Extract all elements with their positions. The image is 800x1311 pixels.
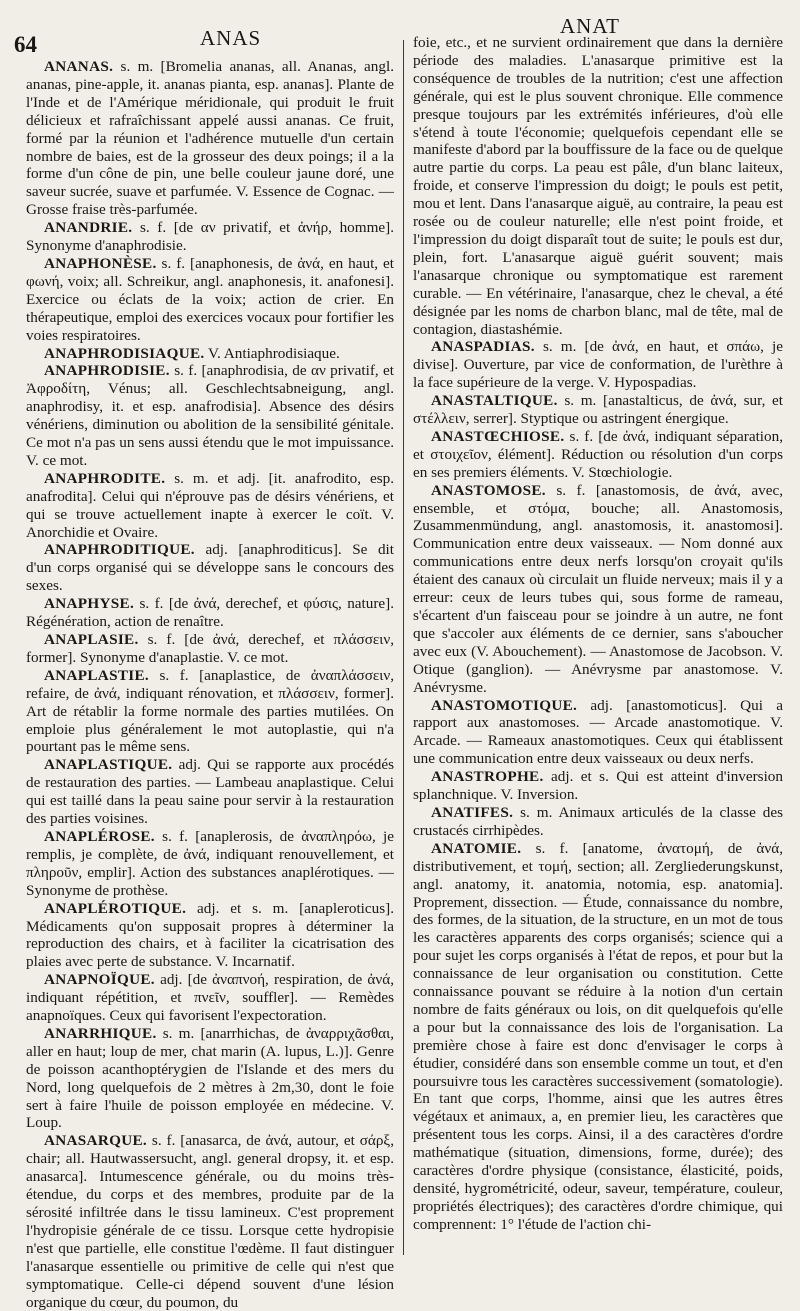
entry-definition: s. f. [anasarca, de ἀνά, autour, et σάρξ, chair; all. Hautwassersucht, angl. general dropsy, it. et esp. anasarca]. Intumescence générale, ou du moins très-étendue, du corps et des membres, produite par de la sérosité infiltrée dans le tissu lamineux. C'est proprement l'hydropisie générale de ce tissu. Lorsque cette hydropisie n'est que partielle, elle constitue l'œdème. Il faut distinguer l'anasarque essentielle ou primitive de celle qui n'est que symptomatique. Celle-ci dépend souvent d'une lésion organique du cœur, du poumon, du (26, 1132, 395, 1311)
entry-definition: s. f. [anatome, ἀνατομή, de ἀνά, distributivement, et τομή, section; all. Zergliederungskunst, angl. anatomy, it. anatomia, notomia, esp. anatomia]. Proprement, dissection. — Étude, connaissance du nombre, des formes, de la situation, de la structure, en un mot de tous les caractères apparents des corps organisés; science qui a pour sujet les corps organisés à l'état de repos, et pour but la connaissance de leur organisation ou constitution. Cette connaissance pouvant se réduire à la notion d'un certain nombre de faits généraux ou lois, on dit quelquefois qu'elle a pour but la connaissance des lois de l'organisation. La première chose à faire est donc d'envisager le corps à étudier, considéré dans son ensemble comme un tout, et d'en poursuivre tous les caractères successivement (somatologie). En tant que corps, l'homme, ainsi que les autres êtres végétaux et animaux, a, en premier lieu, les caractères que présentent tous les corps. Ainsi, il a des caractères d'ordre mathématique (situation, dimensions, forme, durée); des caractères d'ordre physique (consistance, élasticité, poids, densité, hygrométricité, odeur, saveur, température, couleur, propriétés électriques); des caractères d'ordre chimique, qui comprennent: 1° l'étude de l'action chi- (413, 839, 784, 1233)
entry-definition: adj. [anaphroditicus]. Se dit d'un corps organisé qui se développe sans le concours des sexes. (26, 541, 394, 595)
entry-definition: s. f. [de ἀνά, derechef, et πλάσσειν, former]. Synonyme d'anaplastie. V. ce mot. (26, 631, 395, 666)
entry-headword: ANAPLASTIE. (44, 666, 149, 684)
entry-headword: ANAPHRODISIAQUE. (44, 344, 205, 362)
dictionary-entry (413, 392, 783, 428)
entry-definition: s. f. [anaphonesis, de ἀνά, en haut, et φωνή, voix; all. Schreikur, angl. anaphonesis, it. anafonesi]. Exercice ou éclats de la voix; action de crier. En thérapeutique, emploi des exercices vocaux pour fortifier les voies respiratoires. (26, 254, 394, 344)
dictionary-entry (413, 482, 783, 697)
entry-definition: adj. et s. Qui est atteint d'inversion splanchnique. V. Inversion. (413, 768, 783, 804)
entry-headword: ANAPHRODITIQUE. (44, 541, 195, 559)
page-number: 64 (14, 32, 37, 57)
entry-definition: s. m. Animaux articulés de la classe des crustacés cirrhipèdes. (413, 803, 784, 839)
dictionary-entry (26, 345, 394, 363)
entry-definition: s. f. [anaplerosis, de ἀναπληρόω, je remplis, je complète, de ἀνά, indiquant renouvellement, et πληροῦν, emplir]. Action des substances anaplérotiques. — Synonyme de prothèse. (26, 827, 395, 899)
entry-headword: ANANAS. (44, 58, 114, 75)
entry-definition: s. m. [de ἀνά, en haut, et σπάω, je divise]. Ouverture, par vice de conformation, de l'urèthre à la face supérieure de la verge. V. Hypospadias. (413, 338, 783, 392)
entry-definition: adj. et s. m. [anapleroticus]. Médicaments qu'on supposait propres à déterminer la reproduction des chairs, et à faciliter la cicatrisation des plaies avec perte de substance. V. Incarnatif. (26, 899, 395, 971)
entry-definition: s. f. [anastomosis, de ἀνά, avec, ensemble, et στόμα, bouche; all. Anastomosis, Zusammenmündung, angl. anastomosis, it. anastomosi]. Communication entre deux vaisseaux. — Nom donné aux communications entre deux nerfs lorsqu'on croyait qu'ils étaient des canaux où circulait un fluide nerveux; mais il y a erreur: ceux de leurs tubes qui, sous forme de rameau, s'écartent d'un faisceau pour se joindre à un autre, ne font que s'accoler aux éléments de ce dernier, sans s'aboucher avec eux (V. Abouchement). — Anastomose de Jacobson. V. Otique (ganglion). — Anévrysme par anastomose. V. Anévrysme. (413, 481, 783, 696)
entry-definition: adj. Qui se rapporte aux procédés de restauration des parties. — Lambeau anaplastique. Celui qui est taillé dans la peau saine pour servir à la restauration des parties voisines. (26, 756, 394, 828)
entry-definition: s. m. [anastalticus, de ἀνά, sur, et στέλλειν, serrer]. Styptique ou astringent énergique. (413, 392, 783, 428)
entry-headword: ANAPNOÏQUE. (44, 971, 155, 989)
entry-headword: ANATOMIE. (431, 839, 522, 857)
entry-definition: V. Antiaphrodisiaque. (208, 344, 340, 362)
dictionary-entry (26, 631, 394, 667)
dictionary-entry (413, 697, 783, 769)
dictionary-entry (413, 840, 783, 1234)
entry-headword: ANANDRIE. (44, 219, 133, 237)
dictionary-entry (413, 338, 783, 392)
dictionary-entry (26, 470, 394, 542)
entry-definition: s. f. [anaplastice, de ἀναπλάσσειν, refaire, de ἀνά, indiquant rénovation, et πλάσσειν, former]. Art de rétablir la forme normale des parties mutilées. On emploie plus généralement le mot autoplastie, qui n'a pourtant pas le même sens. (26, 666, 395, 756)
entry-definition: s. m. [Bromelia ananas, all. Ananas, angl. ananas, pine-apple, it. ananas pianta, esp. ananas]. Plante de l'Inde et de l'Amérique méridionale, qui produit le fruit délicieux et rafraîchissant appelé aussi ananas. Ce fruit, formé par la réunion et l'adhérence mutuelle d'un certain nombre de baies, est de la grosseur des deux poings; il a la forme d'un cône de pin, une belle couleur jaune doré, une saveur sucrée, suave et parfumée. V. Essence de Cognac. — Grosse fraise très-parfumée. (26, 58, 395, 219)
entry-headword: ANAPLÉROTIQUE. (44, 899, 187, 917)
dictionary-entry (26, 756, 394, 828)
column-divider (403, 40, 404, 1255)
entry-headword: ANAPLASTIQUE. (44, 756, 173, 774)
entry-definition: s. m. et adj. [it. anafrodito, esp. anafrodita]. Celui qui n'éprouve pas de désirs vénériens, et qui se trouve actuellement inapte à exercer le coït. V. Anorchidie et Ovaire. (26, 469, 394, 541)
entry-headword: ANAPHRODISIE. (44, 362, 170, 380)
entry-definition: foie, etc., et ne survient ordinairement que dans la dernière période des maladies. L'anasarque primitive est la conséquence de troubles de la nutrition; c'est une affection générale, qui est le plus souvent chronique. Elle commence presque toujours par les extrémités inférieures, d'où elle s'étend à toute l'économie; quelquefois cependant elle se manifeste d'abord par la bouffissure de la face ou de quelque autre partie du corps. La peau est pâle, d'un blanc laiteux, froide, et conserve l'impression du doigt; le pouls est petit, mou et lent. Dans l'anasarque aiguë, au contraire, la peau est rosée ou de couleur naturelle; elle n'est point froide, et l'impression du doigt disparaît tout de suite; le pouls est dur, plein, fort. L'anasarque aiguë guérit souvent; mais l'anasarque chronique ou symptomatique est rarement curable. — En vétérinaire, l'anasarque, chez le cheval, a été désignée par les noms de charbon blanc, mal de tête, mal de contagion, diastashémie. (413, 34, 783, 338)
left-guide-word: ANAS (200, 26, 262, 50)
entry-definition: adj. [anastomoticus]. Qui a rapport aux anastomoses. — Arcade anastomotique. V. Arcade. — Rameaux anastomotiques. Ceux qui établissent une communication entre deux vaisseaux ou deux nerfs. (413, 696, 783, 768)
entry-headword: ANAPHYSE. (44, 595, 135, 613)
entry-definition: s. f. [de ἀνά, indiquant séparation, et στοιχεῖον, élément]. Réduction ou résolution d'un corps en ses premiers éléments. V. Stœchiologie. (413, 427, 784, 481)
dictionary-entry (26, 58, 394, 219)
right-column (413, 34, 783, 1260)
entry-headword: ANAPLASIE. (44, 631, 139, 648)
dictionary-entry (26, 219, 394, 255)
dictionary-entry (26, 1025, 394, 1132)
entry-headword: ANASARQUE. (44, 1132, 147, 1150)
dictionary-entry (413, 804, 783, 840)
dictionary-entry (413, 428, 783, 482)
entry-headword: ANAPHRODITE. (44, 469, 166, 487)
dictionary-entry (26, 900, 394, 972)
entry-definition: s. m. [anarrhichas, de ἀναρριχᾶσθαι, aller en haut; loup de mer, chat marin (A. lupus, L.)]. Genre de poisson acanthoptérygien de l'Islande et des mers du Nord, long quelquefois de 2 mètres à 2m,30, dont le foie sert à faire l'huile de poisson employée en médecine. V. Loup. (26, 1024, 394, 1132)
dictionary-entry (26, 595, 394, 631)
entry-definition: s. f. [de αν privatif, et ἀνήρ, homme]. Synonyme d'anaphrodisie. (26, 219, 394, 255)
entry-headword: ANASTALTIQUE. (431, 392, 558, 410)
right-guide-word: ANAT (560, 14, 620, 38)
entry-headword: ANATIFES. (431, 803, 514, 821)
entry-headword: ANASTOMOSE. (431, 481, 546, 499)
entry-headword: ANAPHONÈSE. (44, 254, 157, 272)
dictionary-entry (413, 768, 783, 804)
entry-headword: ANASTŒCHIOSE. (431, 427, 565, 445)
entry-headword: ANARRHIQUE. (44, 1024, 157, 1042)
entry-headword: ANASTROPHE. (431, 768, 544, 786)
entry-definition: s. f. [anaphrodisia, de αν privatif, et Ἀφροδίτη, Vénus; all. Geschlechtsabneigung, angl. anaphrodisy, it. et esp. anafrodisia]. Absence des désirs vénériens, diminution ou abolition de la sensibilité génitale. Ce mot n'a pas un sens aussi étendu que le mot impuissance. V. ce mot. (26, 362, 394, 469)
left-column (26, 58, 395, 1311)
dictionary-entry (26, 1132, 394, 1311)
dictionary-entry (26, 362, 394, 469)
dictionary-entry (26, 971, 394, 1025)
dictionary-entry (413, 34, 783, 338)
entry-headword: ANASPADIAS. (431, 338, 535, 356)
dictionary-entry (26, 828, 394, 900)
entry-headword: ANASTOMOTIQUE. (431, 696, 578, 714)
dictionary-entry (26, 255, 394, 345)
dictionary-entry (26, 667, 394, 757)
dictionary-entry (26, 541, 394, 595)
entry-headword: ANAPLÉROSE. (44, 827, 155, 845)
entry-definition: s. f. [de ἀνά, derechef, et φύσις, nature]. Régénération, action de renaître. (26, 595, 394, 631)
entry-definition: adj. [de ἀναπνοή, respiration, de ἀνά, indiquant répétition, et πνεῖν, souffler]. — Remèdes anapnoïques. Ceux qui favorisent l'expectoration. (26, 971, 394, 1025)
